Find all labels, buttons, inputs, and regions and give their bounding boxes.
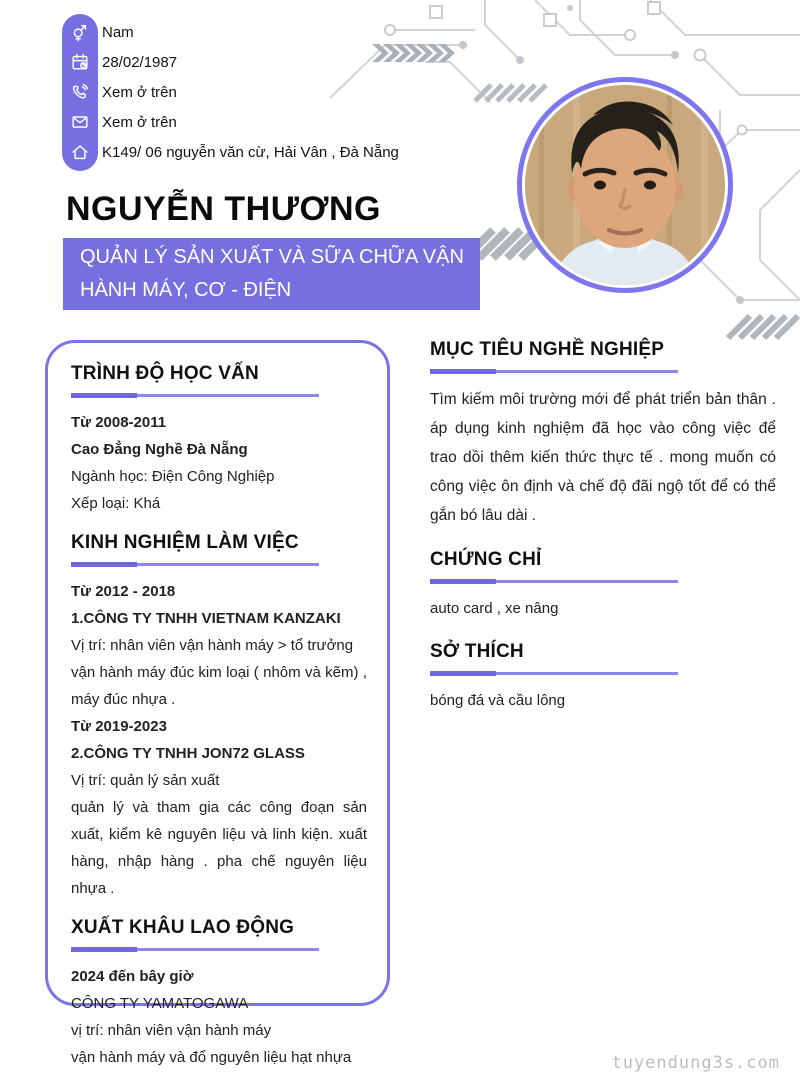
objective-text: Tìm kiếm môi trường mới để phát triển bản thân . áp dụng kinh nghiệm đã học vào công việc để trao dồi thêm kiến thức thực tế . mong muốn có công việc ôn định và chế độ đãi ngộ tốt để có thể gắn bó lâu dài . <box>430 391 776 524</box>
certificates-text: auto card , xe nâng <box>430 600 559 617</box>
email-icon <box>70 112 90 132</box>
job-company: 2.CÔNG TY TNHH JON72 GLASS <box>71 745 305 762</box>
section-title-export-labor: XUẤT KHÂU LAO ĐỘNG <box>71 917 295 938</box>
contact-email-value: Xem ở trên <box>102 114 177 131</box>
export-position: vị trí: nhân viên vận hành máy <box>71 1022 272 1039</box>
section-rule <box>71 947 319 952</box>
job-title-line-2: HÀNH MÁY, CƠ - ĐIỆN <box>80 279 292 301</box>
job-company: 1.CÔNG TY TNHH VIETNAM KANZAKI <box>71 610 341 627</box>
hobbies-text: bóng đá và cầu lông <box>430 692 566 709</box>
job-period: Từ 2012 - 2018 <box>71 583 176 600</box>
contact-gender-value: Nam <box>102 24 134 41</box>
profile-photo <box>517 77 733 293</box>
job-period: Từ 2019-2023 <box>71 718 167 735</box>
phone-icon <box>70 82 90 102</box>
candidate-name: NGUYỄN THƯƠNG <box>66 190 381 228</box>
education-period: Từ 2008-2011 <box>71 414 167 431</box>
education-grade: Xếp loại: Khá <box>71 495 161 512</box>
job-position: Vị trí: nhân viên vận hành máy > tổ trưởng <box>71 637 354 654</box>
section-rule <box>71 393 319 398</box>
home-icon <box>70 142 90 162</box>
job-title-line-1: QUẢN LÝ SẢN XUẤT VÀ SỮA CHỮA VẬN <box>80 246 464 268</box>
job-title-banner <box>63 238 480 310</box>
export-company: CÔNG TY YAMATOGAWA <box>71 995 249 1012</box>
section-title-hobbies: SỞ THÍCH <box>430 641 524 662</box>
education-school: Cao Đẳng Nghề Đà Nẵng <box>71 441 248 458</box>
contact-phone-value: Xem ở trên <box>102 84 177 101</box>
export-period: 2024 đến bây giờ <box>71 968 194 985</box>
calendar-icon <box>70 52 90 72</box>
left-panel <box>45 340 390 1066</box>
section-title-objective: MỤC TIÊU NGHỀ NGHIỆP <box>430 339 665 360</box>
job-position: Vị trí: quản lý sản xuất <box>71 772 220 789</box>
section-title-certificates: CHỨNG CHỈ <box>430 549 542 570</box>
section-rule <box>430 671 678 676</box>
hatch-marks <box>475 85 546 101</box>
section-title-education: TRÌNH ĐỘ HỌC VẤN <box>71 363 259 384</box>
section-rule <box>430 579 678 584</box>
contact-section <box>62 14 482 174</box>
contact-dob-value: 28/02/1987 <box>102 54 178 71</box>
education-major: Ngành học: Điện Công Nghiệp <box>71 468 275 485</box>
job-detail: quản lý và tham gia các công đoạn sản xuất, kiểm kê nguyên liệu và linh kiện. xuất hàng, nhập hàng . pha chế nguyên liệu nhựa . <box>71 799 367 897</box>
section-rule <box>71 562 319 567</box>
export-detail: vận hành máy và đổ nguyên liệu hạt nhựa <box>71 1049 352 1066</box>
gender-icon <box>70 22 90 42</box>
profile-photo-image <box>525 85 725 285</box>
section-rule <box>430 369 678 374</box>
job-detail: vận hành máy đúc kim loại ( nhôm và kẽm) , máy đúc nhựa . <box>71 664 367 708</box>
section-title-experience: KINH NGHIỆM LÀM VIỆC <box>71 532 299 553</box>
contact-address-value: K149/ 06 nguyễn văn cừ, Hải Vân , Đà Nẵng <box>102 144 399 161</box>
watermark: tuyendung3s.com <box>611 1053 780 1073</box>
right-column <box>430 338 776 714</box>
